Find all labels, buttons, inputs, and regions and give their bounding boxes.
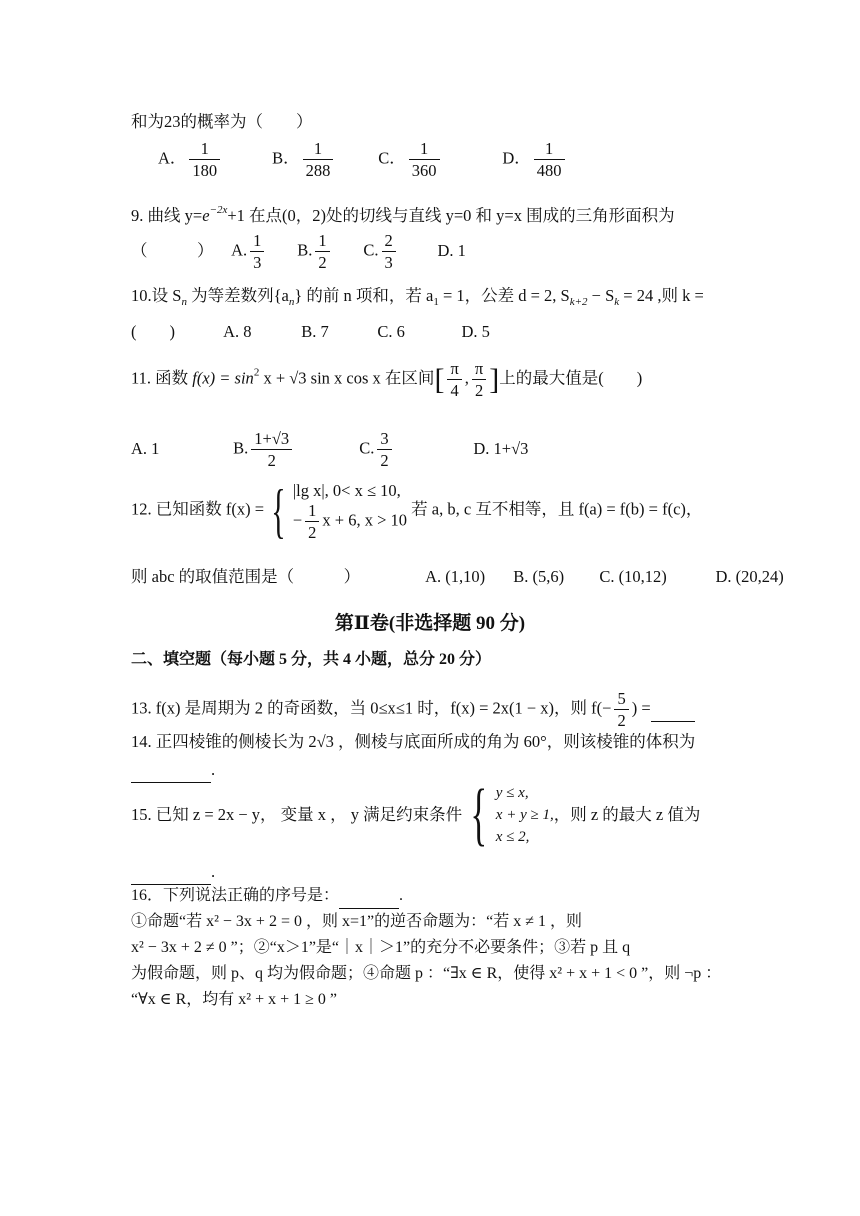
q11-option-b: B. $\frac{1+√3}{2}$	[233, 430, 355, 470]
q11-option-d: D. 1+√3	[473, 438, 529, 458]
q9-options: （ ） A. $\frac{1}{3}$ B. $\frac{1}{2}$ C. $\frac{2}{3}$ D. 1	[131, 231, 466, 273]
q12-options: 则 abc 的取值范围是（ ） A. (1,10) B. (5,6) C. (10,12) D. (20,24)	[131, 565, 730, 589]
q11-stem: 11. 函数 $f(x) = \sin^2 x + √3$ sin x cos x 在区间[ $\frac{\pi}{4}$ , $\frac{\pi}{2}$ ]上的最大值是( )	[131, 359, 643, 401]
q9-stem: 9. 曲线 $y=e^{-2x}+1$ 在点(0，2)处的切线与直线 y=0 和 y=x 围成的三角形面积为	[131, 204, 675, 225]
q13-answer-blank	[651, 697, 695, 722]
q8-option-b: B． $\frac{1}{288}$	[272, 140, 374, 180]
q16-line-3: 为假命题，则 p、q 均为假命题；④命题 p ：“∃x ∈ R，使得 x² + x + 1 < 0 ”，则 ¬p ：	[131, 965, 722, 982]
q15-answer-blank	[131, 860, 211, 885]
q8-option-d: D． $\frac{1}{480}$	[502, 140, 567, 180]
q10-option-d: D. 5	[461, 322, 490, 341]
q13: 13. f(x) 是周期为 2 的奇函数，当 0≤x≤1 时，f(x) = 2x(1 − x)，则 f(− $\frac{5}{2}$ ) =	[131, 690, 730, 730]
q10-option-b: B. 7	[301, 322, 329, 341]
q16-line-2: x² − 3x + 2 ≠ 0 ”；②“x＞1”是“｜x｜＞1”的充分不必要条件；③若 p 且 q	[131, 939, 631, 956]
q14-answer: .	[131, 758, 730, 783]
q10-options: ( ) A. 8 B. 7 C. 6 D. 5	[131, 320, 730, 344]
fill-blank-heading: 二、填空题（每小题 5 分，共 4 小题，总分 20 分）	[131, 651, 492, 668]
q12-option-d: D. (20,24)	[715, 567, 784, 586]
q8-options	[158, 140, 730, 180]
q11-option-c: C. $\frac{3}{2}$	[359, 430, 469, 470]
q16-answer-blank	[339, 884, 399, 909]
q12-option-c: C. (10,12)	[599, 567, 667, 586]
q8-option-a: A． $\frac{1}{180}$	[158, 140, 268, 180]
q12-option-b: B. (5,6)	[513, 567, 565, 586]
q14: 14. 正四棱锥的侧棱长为 2√3 ，侧棱与底面所成的角为 60°，则该棱锥的体积为	[131, 732, 696, 751]
q9-option-d: D. 1	[437, 240, 466, 260]
q16-line-1: ①命题“若 x² − 3x + 2 = 0 ，则 x=1”的逆否命题为：“若 x ≠ 1 ，则	[131, 913, 582, 930]
q10-option-a: A. 8	[223, 322, 252, 341]
q16-line-4: “∀x ∈ R，均有 x² + x + 1 ≥ 0 ”	[131, 991, 338, 1008]
q10-option-c: C. 6	[377, 322, 405, 341]
q8-option-c: C． $\frac{1}{360}$	[378, 140, 498, 180]
q16-stem: 16．下列说法正确的序号是： .	[131, 884, 730, 909]
q9-option-a: A. $\frac{1}{3}$	[231, 232, 293, 272]
q12-stem: 12. 已知函数 f(x) = { |lg x|, 0< x ≤ 10, − $\frac{1}{2}$ x + 6, x > 10 若 a, b, c 互不相等，且 f(a) = f(b) = f(c)，	[131, 477, 703, 544]
q8-continuation: 和为23的概率为（ ）	[131, 112, 313, 131]
q9-option-b: B. $\frac{1}{2}$	[297, 232, 359, 272]
q15: 15. 已知 z = 2x − y， 变量 x ， y 满足约束条件 { y ≤ x, x + y ≥ 1, x ≤ 2, ，则 z 的最大 z 值为	[131, 776, 701, 853]
q11-options	[131, 430, 730, 470]
q12-option-a: A. (1,10)	[425, 567, 486, 586]
section-title: 第Ⅱ卷(非选择题 90 分)	[334, 613, 526, 634]
q9-option-c: C. $\frac{2}{3}$	[363, 232, 433, 272]
q15-answer: .	[131, 860, 730, 885]
q12-piecewise: |lg x|, 0< x ≤ 10, − $\frac{1}{2}$ x + 6, x > 10	[292, 481, 408, 543]
q10-stem: 10.设 $S_n$ 为等差数列$\{a_n\}$ 的前 n 项和，若 $a_1 = 1$，公差 d = 2, $S_{k+2} - S_k = 24$ ,则 k =	[131, 286, 704, 308]
q15-constraints: y ≤ x, x + y ≥ 1, x ≤ 2,	[495, 785, 554, 845]
q11-option-a: A. 1	[131, 438, 160, 458]
